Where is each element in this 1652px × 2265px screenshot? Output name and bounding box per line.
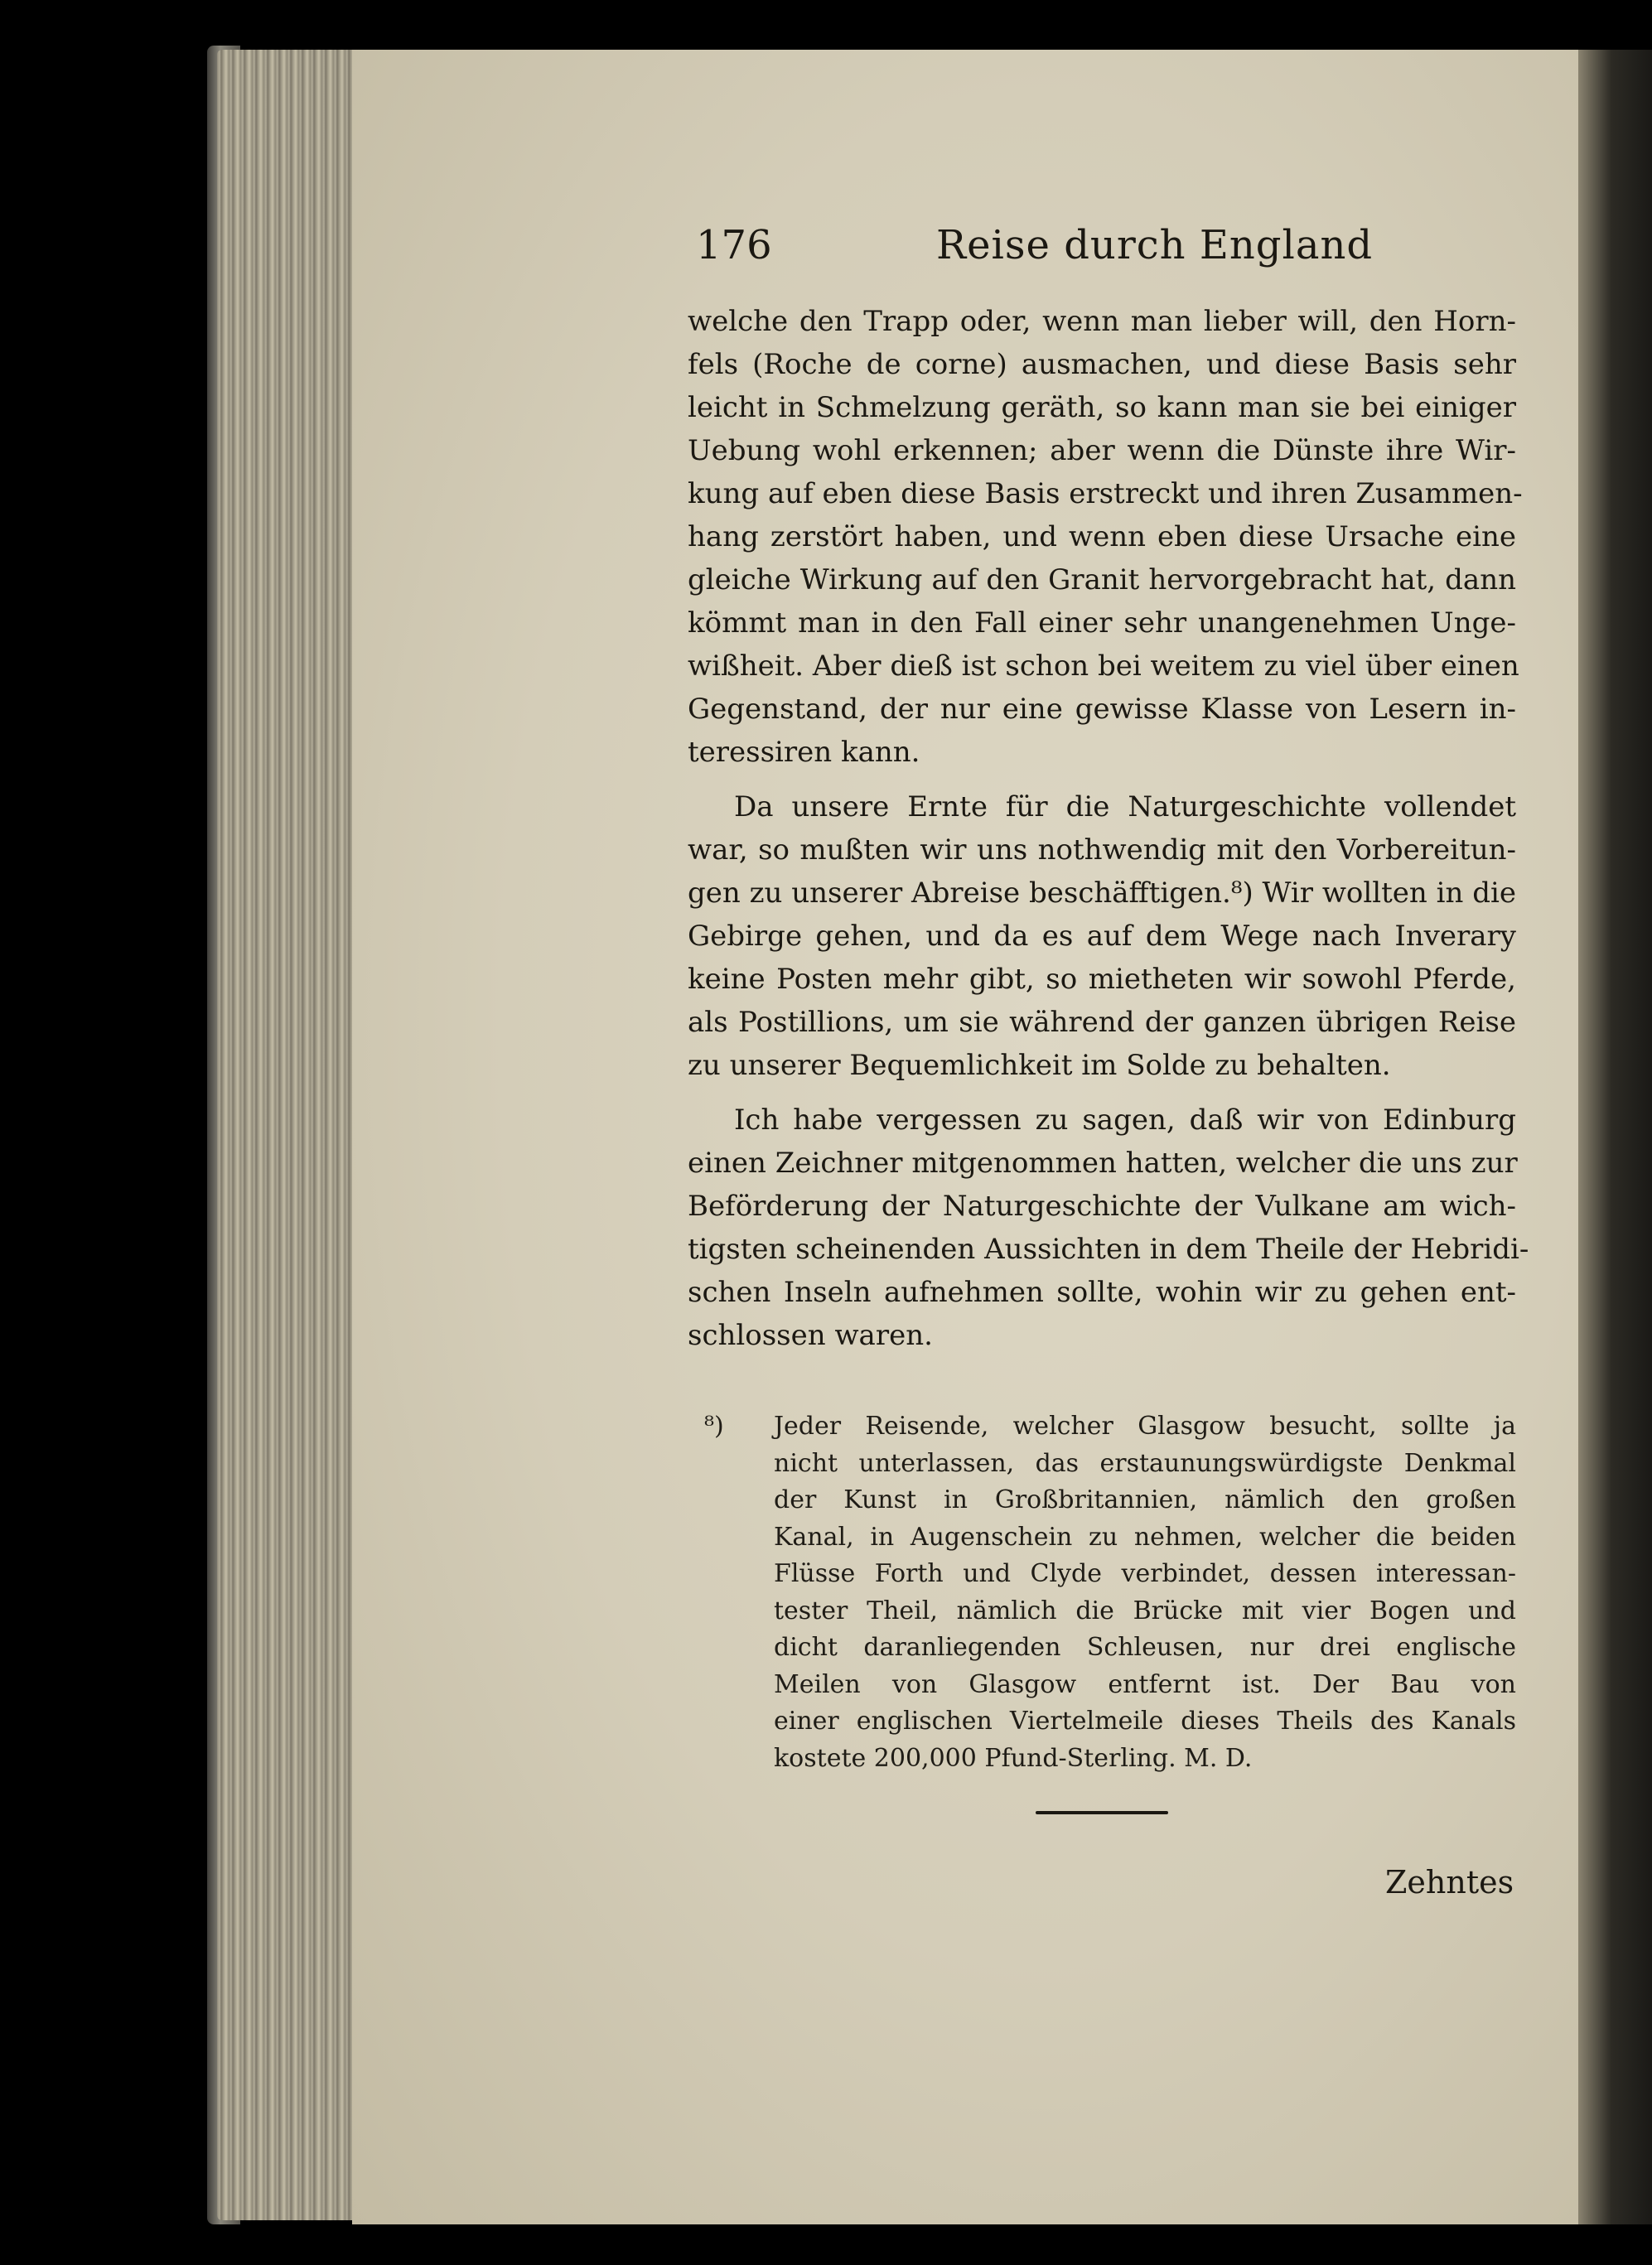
text-line: teressiren kann. bbox=[688, 736, 920, 769]
text-line: wißheit. Aber dieß ist schon bei weitem zu viel über einen bbox=[688, 650, 1519, 683]
footnote-line: kostete 200,000 Pfund-Sterling. M. D. bbox=[774, 1743, 1253, 1773]
text-line: schlossen waren. bbox=[688, 1319, 933, 1352]
footnote-marker: ⁸) bbox=[704, 1412, 724, 1441]
text-line: Gegenstand, der nur eine gewisse Klasse von Lesern in- bbox=[688, 693, 1516, 726]
footnote-line: dicht daranliegenden Schleusen, nur drei englische bbox=[774, 1633, 1516, 1662]
text-line: als Postillions, um sie während der ganzen übrigen Reise bbox=[688, 1006, 1516, 1039]
footnote-line: tester Theil, nämlich die Brücke mit vier Bogen und bbox=[774, 1596, 1516, 1625]
footnote-line: Flüsse Forth und Clyde verbindet, dessen interessan- bbox=[774, 1559, 1516, 1588]
section-rule bbox=[1036, 1811, 1168, 1814]
text-line: Ich habe vergessen zu sagen, daß wir von Edinburg bbox=[734, 1104, 1516, 1137]
footnote-text bbox=[774, 1408, 1516, 1777]
book-gutter bbox=[1578, 50, 1652, 2224]
catchword: Zehntes bbox=[1385, 1864, 1514, 1900]
text-line: Beförderung der Naturgeschichte der Vulkane am wich- bbox=[688, 1190, 1516, 1223]
footnote-line: nicht unterlassen, das erstaunungswürdigste Denkmal bbox=[774, 1448, 1516, 1478]
text-line: tigsten scheinenden Aussichten in dem Theile der Hebridi- bbox=[688, 1233, 1529, 1266]
text-line: welche den Trapp oder, wenn man lieber will, den Horn- bbox=[688, 305, 1516, 338]
text-line: gleiche Wirkung auf den Granit hervorgebracht hat, dann bbox=[688, 563, 1516, 596]
running-head bbox=[688, 222, 1516, 272]
body-text bbox=[688, 300, 1529, 1357]
text-line: leicht in Schmelzung geräth, so kann man sie bei einiger bbox=[688, 391, 1516, 424]
text-line: gen zu unserer Abreise beschäfftigen.⁸) Wir wollten in die bbox=[688, 877, 1516, 910]
page-edges bbox=[217, 50, 358, 2220]
page-header-title: Reise durch England bbox=[936, 222, 1374, 268]
paragraph bbox=[688, 785, 1516, 1087]
text-line: Uebung wohl erkennen; aber wenn die Dünste ihre Wir- bbox=[688, 434, 1516, 467]
page-number: 176 bbox=[696, 222, 772, 268]
footnote-line: der Kunst in Großbritannien, nämlich den großen bbox=[774, 1485, 1516, 1514]
text-line: einen Zeichner mitgenommen hatten, welcher die uns zur bbox=[688, 1147, 1518, 1180]
text-line: kömmt man in den Fall einer sehr unangenehmen Unge- bbox=[688, 606, 1516, 640]
text-line: hang zerstört haben, und wenn eben diese Ursache eine bbox=[688, 520, 1516, 553]
text-line: Gebirge gehen, und da es auf dem Wege nach Inverary bbox=[688, 920, 1516, 953]
paragraph bbox=[688, 300, 1523, 774]
footnote-line: Jeder Reisende, welcher Glasgow besucht, sollte ja bbox=[774, 1412, 1516, 1441]
footnote-line: einer englischen Viertelmeile dieses Theils des Kanals bbox=[774, 1707, 1516, 1736]
text-line: zu unserer Bequemlichkeit im Solde zu behalten. bbox=[688, 1049, 1391, 1082]
text-line: war, so mußten wir uns nothwendig mit den Vorbereitun- bbox=[688, 833, 1516, 867]
footnote bbox=[704, 1408, 1516, 1777]
text-line: kung auf eben diese Basis erstreckt und ihren Zusammen- bbox=[688, 477, 1523, 510]
text-line: Da unsere Ernte für die Naturgeschichte vollendet bbox=[734, 790, 1516, 823]
paragraph bbox=[688, 1099, 1529, 1357]
text-line: schen Inseln aufnehmen sollte, wohin wir zu gehen ent- bbox=[688, 1276, 1516, 1309]
text-line: fels (Roche de corne) ausmachen, und diese Basis sehr bbox=[688, 348, 1516, 381]
footnote-line: Kanal, in Augenschein zu nehmen, welcher die beiden bbox=[774, 1522, 1516, 1552]
text-line: keine Posten mehr gibt, so mietheten wir sowohl Pferde, bbox=[688, 963, 1516, 996]
footnote-line: Meilen von Glasgow entfernt ist. Der Bau von bbox=[774, 1669, 1516, 1699]
